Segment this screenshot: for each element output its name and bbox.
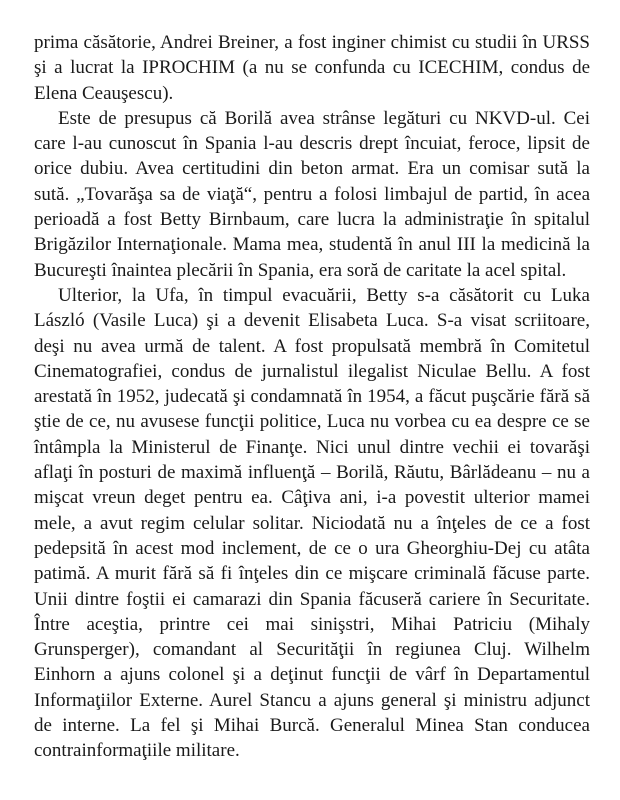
paragraph-continuation: prima căsătorie, Andrei Breiner, a fost inginer chimist cu studii în URSS şi a lucrat la IPROCHIM (a nu se confunda cu ICECHIM, condus de Elena Ceauşescu). [34, 32, 590, 104]
paragraph-betty-luca: Ulterior, la Ufa, în timpul evacuării, Betty s-a căsătorit cu Luka László (Vasile Luca) şi a devenit Elisabeta Luca. S-a visat scriitoare, deşi nu avea urmă de talent. A fost propulsată membră în Comitetul Cinematografiei, condus de jurnalistul ilegalist Niculae Bellu. A fost arestată în 1952, judecată şi condamnată în 1954, a făcut puşcărie fără să ştie de ce, nu avusese funcţii politice, Luca nu vorbea cu ea despre ce se întâmpla la Ministerul de Finanţe. Nici unul dintre vechii ei tovarăşi aflaţi în posturi de maximă influenţă – Borilă, Răutu, Bârlădeanu – nu a mişcat vreun deget pentru ea. Câţiva ani, i-a povestit ulterior mamei mele, a avut regim celular solitar. Niciodată nu a înţeles de ce a fost pedepsită în acest mod inclement, de ce o ura Gheorghiu-Dej cu atâta patimă. A murit fără să fi înţeles din ce mişcare criminală făcuse parte. Unii dintre foştii ei camarazi din Spania făcuseră cariere în Securitate. Între aceştia, printre cei mai sinişstri, Mihai Patriciu (Mihaly Grunsperger), comandant al Securităţii în regiunea Cluj. Wilhelm Einhorn a ajuns colonel şi a deţinut funcţii de vârf în Departamentul Informaţiilor Externe. Aurel Stancu a ajuns general şi ministru adjunct de interne. La fel şi Mihai Burcă. Generalul Minea Stan conducea contrainformaţiile militare. [34, 284, 590, 762]
paragraph-borila-nkvd: Este de presupus că Borilă avea strânse legături cu NKVD-ul. Cei care l-au cunoscut în Spania l-au descris drept încuiat, feroce, lipsit de orice dubiu. Avea certitudini din beton armat. Era un comisar sută la sută. „Tovarăşa sa de viaţă“, pentru a folosi limbajul de partid, în acea perioadă a fost Betty Birnbaum, care lucra la administraţie în spitalul Brigăzilor Internaţionale. Mama mea, studentă în anul III la medicină la Bucureşti înaintea plecării în Spania, era soră de caritate la acel spital. [34, 107, 590, 281]
